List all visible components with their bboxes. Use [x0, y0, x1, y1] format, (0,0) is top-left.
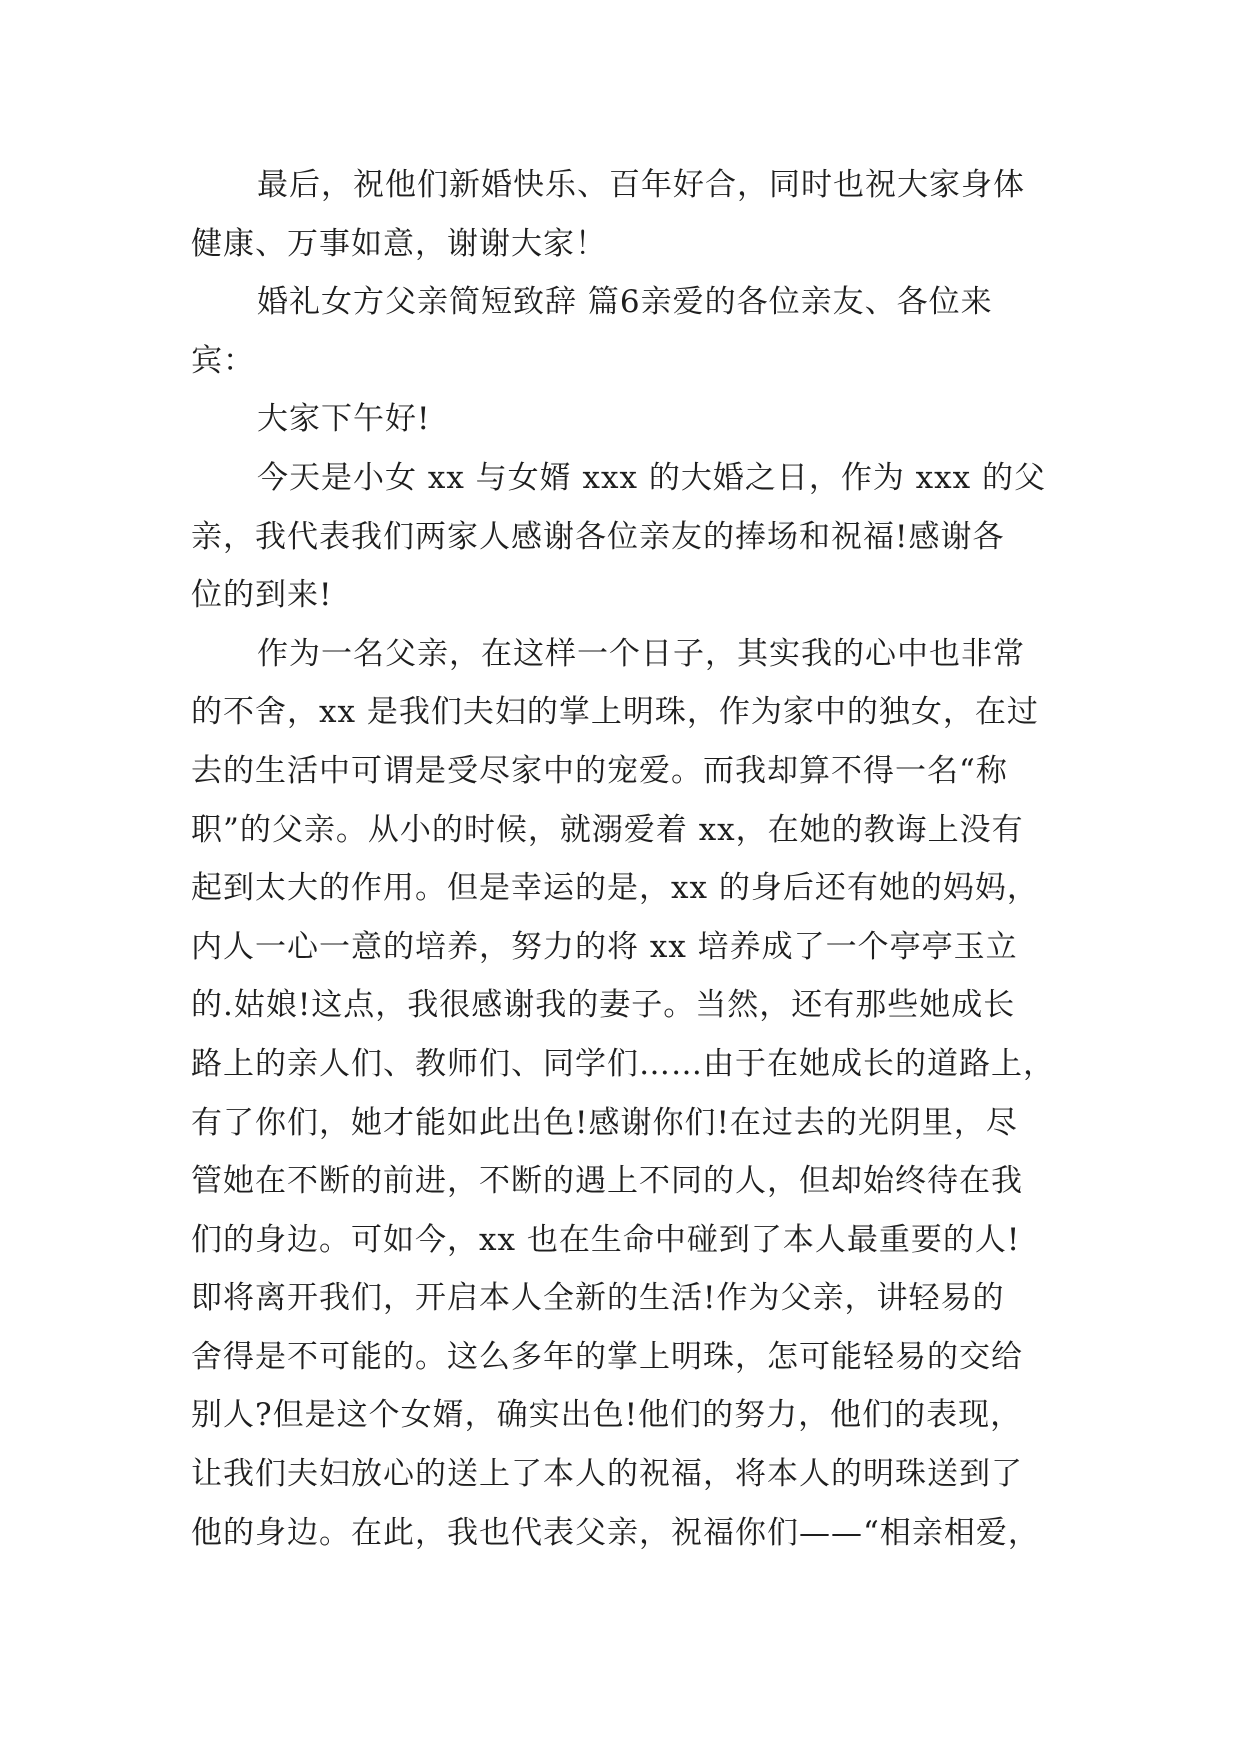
text-line: 舍得是不可能的。这么多年的掌上明珠，怎可能轻易的交给 — [191, 1338, 1023, 1375]
text-line: 别人?但是这个女婿，确实出色!他们的努力，他们的表现， — [191, 1397, 1023, 1434]
text-line: 起到太大的作用。但是幸运的是，xx 的身后还有她的妈妈， — [191, 870, 1039, 907]
text-line: 的不舍，xx 是我们夫妇的掌上明珠，作为家中的独女，在过 — [191, 694, 1039, 731]
text-line: 职”的父亲。从小的时候，就溺爱着 xx，在她的教诲上没有 — [191, 811, 1024, 848]
text-line: 位的到来! — [191, 577, 333, 614]
text-line: 的.姑娘!这点，我很感谢我的妻子。当然，还有那些她成长 — [191, 987, 1016, 1024]
text-line: 们的身边。可如今，xx 也在生命中碰到了本人最重要的人! — [191, 1221, 1021, 1258]
text-line: 作为一名父亲，在这样一个日子，其实我的心中也非常 — [257, 635, 1025, 672]
text-line: 管她在不断的前进，不断的遇上不同的人，但却始终待在我 — [191, 1163, 1023, 1200]
text-line: 最后，祝他们新婚快乐、百年好合，同时也祝大家身体 — [257, 167, 1025, 203]
text-line: 婚礼女方父亲简短致辞 篇6亲爱的各位亲友、各位来 — [257, 284, 993, 321]
text-line: 今天是小女 xx 与女婿 xxx 的大婚之日，作为 xxx 的父 — [257, 459, 1046, 496]
document-body — [191, 156, 1071, 1562]
text-line: 健康、万事如意，谢谢大家！ — [191, 225, 607, 262]
text-line: 大家下午好! — [257, 401, 431, 438]
text-line: 宾： — [191, 342, 255, 379]
text-line: 让我们夫妇放心的送上了本人的祝福，将本人的明珠送到了 — [191, 1456, 1023, 1493]
text-line: 即将离开我们，开启本人全新的生活!作为父亲，讲轻易的 — [191, 1280, 1005, 1317]
text-line: 内人一心一意的培养，努力的将 xx 培养成了一个亭亭玉立 — [191, 928, 1018, 965]
text-line: 路上的亲人们、教师们、同学们……由于在她成长的道路上， — [191, 1045, 1055, 1082]
text-line: 去的生活中可谓是受尽家中的宠爱。而我却算不得一名“称 — [191, 752, 1008, 789]
text-line: 亲，我代表我们两家人感谢各位亲友的捧场和祝福!感谢各 — [191, 518, 1005, 555]
text-line: 他的身边。在此，我也代表父亲，祝福你们——“相亲相爱， — [191, 1514, 1040, 1551]
text-line: 有了你们，她才能如此出色!感谢你们!在过去的光阴里，尽 — [191, 1104, 1018, 1141]
